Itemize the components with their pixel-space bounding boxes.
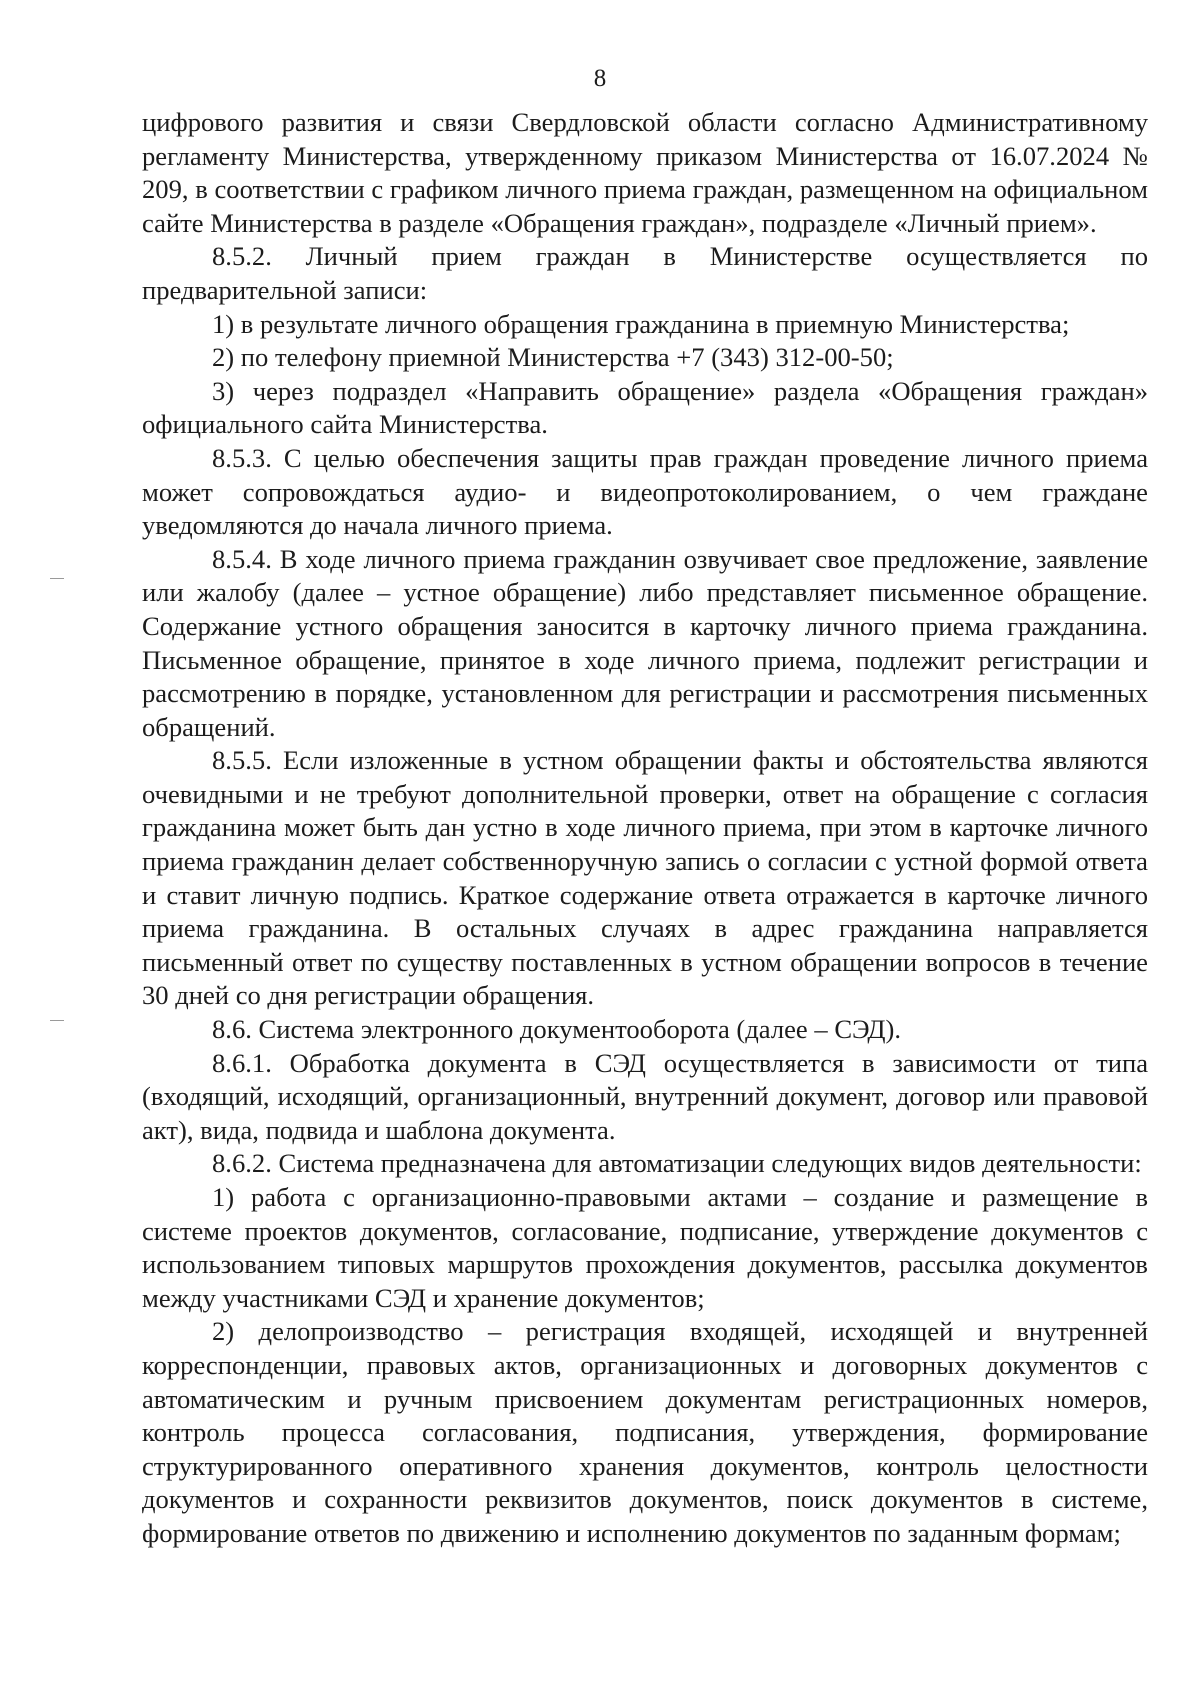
activity-item-2: 2) делопроизводство – регистрация входящей, исходящей и внутренней корреспонденции, правовых актов, организационных и договорных документов с автоматическим и ручным присвоением документам регистрационных номеров, контроль процесса согласования, подписания, утверждения, формирование структурированного оперативного хранения документов, контроль целостности документов и сохранности реквизитов документов, поиск документов в системе, формирование ответов по движению и исполнению документов по заданным формам; bbox=[142, 1316, 1148, 1548]
list-item-1: 1) в результате личного обращения гражданина в приемную Министерства; bbox=[212, 308, 1070, 339]
paragraph-8-5-2: 8.5.2. Личный прием граждан в Министерстве осуществляется по предварительной записи: bbox=[142, 241, 1148, 305]
paragraph-8-6-1: 8.6.1. Обработка документа в СЭД осуществляется в зависимости от типа (входящий, исходящий, организационный, внутренний документ, договор или правовой акт), вида, подвида и шаблона документа. bbox=[142, 1047, 1148, 1145]
document-body bbox=[142, 106, 1148, 1551]
paragraph-continuation: цифрового развития и связи Свердловской области согласно Административному регламенту Министерства, утвержденному приказом Министерства от 16.07.2024 № 209, в соответствии с графиком личного приема граждан, размещенном на официальном сайте Министерства в разделе «Обращения граждан», подразделе «Личный прием». bbox=[142, 107, 1148, 238]
scan-margin-mark bbox=[50, 578, 64, 579]
list-item-3: 3) через подраздел «Направить обращение» раздела «Обращения граждан» официального сайта Министерства. bbox=[142, 375, 1148, 440]
paragraph-8-5-5: 8.5.5. Если изложенные в устном обращении факты и обстоятельства являются очевидными и не требуют дополнительной проверки, ответ на обращение с согласия гражданина может быть дан устно в ходе личного приема, при этом в карточке личного приема гражданин делает собственноручную запись о согласии с устной формой ответа и ставит личную подпись. Краткое содержание ответа отражается в карточке личного приема гражданина. В остальных случаях в адрес гражданина направляется письменный ответ по существу поставленных в устном обращении вопросов в течение 30 дней со дня регистрации обращения. bbox=[142, 745, 1148, 1011]
page-number: 8 bbox=[593, 65, 607, 92]
activity-item-1: 1) работа с организационно-правовыми актами – создание и размещение в системе проектов документов, согласование, подписание, утверждение документов с использованием типовых маршрутов прохождения документов, рассылка документов между участниками СЭД и хранение документов; bbox=[142, 1182, 1148, 1313]
scan-margin-mark bbox=[50, 1020, 64, 1021]
paragraph-8-6: 8.6. Система электронного документооборота (далее – СЭД). bbox=[212, 1014, 902, 1045]
list-item-2: 2) по телефону приемной Министерства +7 (343) 312-00-50; bbox=[212, 342, 894, 373]
paragraph-8-5-3: 8.5.3. С целью обеспечения защиты прав граждан проведение личного приема может сопровождаться аудио- и видеопротоколированием, о чем граждане уведомляются до начала личного приема. bbox=[142, 442, 1148, 541]
paragraph-8-5-4: 8.5.4. В ходе личного приема гражданин озвучивает свое предложение, заявление или жалобу (далее – устное обращение) либо представляет письменное обращение. Содержание устного обращения заносится в карточку личного приема гражданина. Письменное обращение, принятое в ходе личного приема, подлежит регистрации и рассмотрению в порядке, установленном для регистрации и рассмотрения письменных обращений. bbox=[142, 543, 1148, 742]
paragraph-8-6-2: 8.6.2. Система предназначена для автоматизации следующих видов деятельности: bbox=[212, 1148, 1142, 1179]
